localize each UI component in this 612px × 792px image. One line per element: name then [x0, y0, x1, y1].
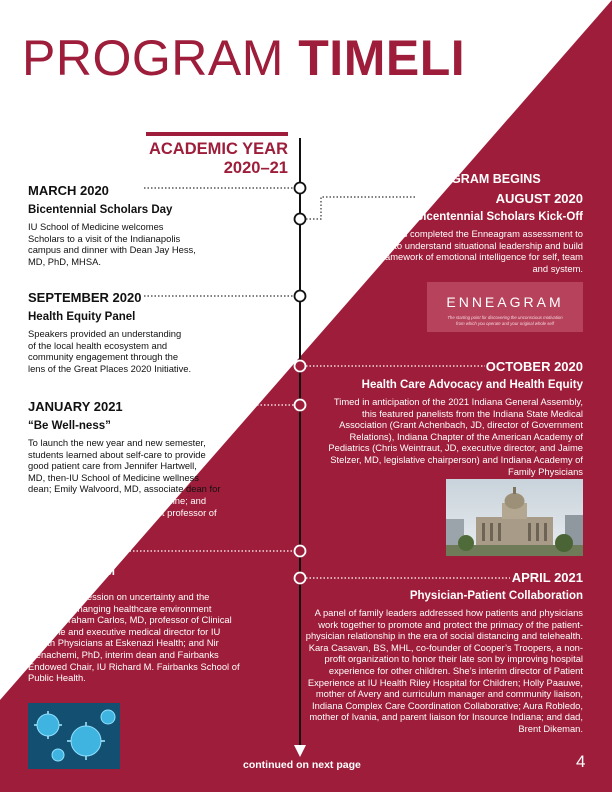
entry-date: JANUARY 2021 [28, 399, 123, 414]
desc-line: Scholars to a visit of the Indianapolis [28, 232, 181, 244]
desc-line: mother of Ivania, and parent liaison for Insource Indiana; and dad, [309, 711, 583, 723]
desc-line: MD, PhD, MHSA. [28, 255, 101, 267]
entry-date: OCTOBER 2020 [485, 359, 583, 374]
entry-date: APRIL 2021 [511, 570, 583, 585]
entry-october-2020 [320, 359, 583, 477]
academic-year-years: 2020–21 [223, 159, 288, 177]
academic-year-heading [146, 132, 288, 178]
desc-line: A leadership session on uncertainty and the [28, 591, 210, 602]
entry-date: MARCH 2020 [28, 183, 109, 198]
timeline-node [295, 214, 306, 225]
desc-line: community engagement through the [28, 351, 179, 363]
timeline-node [295, 400, 306, 411]
desc-line: Clinical Psychiatry. [28, 518, 106, 530]
desc-line: Experience at IU Health Riley Hospital for Children; Holly Paauwe, [307, 676, 583, 688]
tagline-line: from which you operate and your original whole self [456, 320, 554, 326]
tagline-line: The starting point for discovering the unconscious motivation [447, 315, 563, 320]
entry-march-2021 [28, 545, 288, 684]
virus-illustration [28, 703, 120, 769]
title-light: PROGRAM [22, 30, 284, 86]
entry-date: SEPTEMBER 2020 [28, 290, 142, 305]
enneagram-word: ENNEAGRAM [446, 294, 564, 310]
desc-line: with W. Graham Carlos, MD, professor of Clinical [28, 614, 232, 626]
page-number: 4 [576, 752, 586, 771]
desc-line: mother of Avery and curriculum manager and community liaison, [315, 688, 583, 700]
enneagram-tagline [427, 315, 583, 326]
title-bold [298, 30, 535, 86]
entry-title: Bicentennial Scholars Day [28, 204, 173, 216]
desc-line: Health Physicians at Eskenazi Health; and Nir [28, 637, 219, 649]
desc-line: good patient care from Jennifer Hartwell, [28, 460, 197, 472]
entry-january-2021 [28, 399, 258, 530]
entry-title: Health Care Advocacy and Health Equity [361, 379, 583, 391]
desc-line: Indiana Complex Care Coordination Collaborative; Aura Robledo, [312, 699, 583, 711]
desc-line: profit organization to honor their late son by improving hospital [324, 653, 583, 665]
entry-description [28, 437, 258, 530]
desc-line: this featured panelists from the Indiana State Medical [362, 407, 583, 419]
desc-line: of the local health ecosystem and [28, 339, 168, 351]
entry-title: Physician-Patient Collaboration [409, 590, 583, 602]
entry-march-2020 [28, 183, 228, 267]
desc-line: campus and dinner with Dean Jay Hess, [28, 244, 196, 256]
desc-line: A panel of family leaders addressed how patients and physicians [314, 607, 583, 618]
desc-line: Brent Dikeman. [518, 722, 583, 734]
program-begins-label: PROGRAM BEGINS [424, 172, 541, 186]
enneagram-logo [427, 282, 583, 332]
desc-line: Student Affairs, IU School of Medicine; and [28, 494, 207, 506]
desc-line: Endowed Chair, IU Richard M. Fairbanks School of [28, 660, 240, 672]
desc-line: work together to promote and protect the primacy of the patient- [318, 618, 583, 630]
statehouse-illustration [446, 479, 583, 556]
desc-line: Relations), Indiana Chapter of the American Academy of [349, 430, 583, 442]
timeline-node [295, 291, 306, 302]
page-title [22, 30, 536, 86]
desc-line: experience for other children. She’s interim director of Patient [328, 664, 583, 676]
entry-description [28, 328, 248, 374]
entry-title: Bicentennial Scholars Kick-Off [414, 211, 583, 223]
entry-april-2021 [300, 570, 583, 735]
desc-line: students learned about self-care to provide [28, 448, 206, 460]
entry-description [320, 396, 583, 477]
desc-line: MD, then-IU School of Medicine wellness [28, 471, 199, 483]
entry-september-2020 [28, 290, 248, 374]
academic-year-label: ACADEMIC YEAR [148, 140, 288, 158]
entry-date: AUGUST 2020 [495, 191, 583, 206]
timeline-node [295, 361, 306, 372]
desc-line: physician relationship in the era of social distancing and telehealth. [305, 630, 583, 642]
desc-line: Kristen Schroeder, MD, assistant professor of [28, 506, 217, 518]
desc-line: IU School of Medicine welcomes [28, 221, 164, 232]
title-bold-part: TIMELI [298, 30, 466, 86]
entry-description [28, 591, 288, 684]
desc-line: Speakers provided an understanding [28, 328, 182, 339]
virus-image [28, 703, 120, 769]
desc-line: constantly changing healthcare environment [28, 602, 212, 614]
desc-line: Medicine and executive medical director for IU [28, 625, 221, 637]
timeline-node [295, 183, 306, 194]
entry-description [28, 221, 228, 267]
desc-line: Kara Casavan, BS, MHL, co-founder of Cooper’s Troopers, a non- [308, 641, 583, 653]
desc-line: Timed in anticipation of the 2021 Indiana General Assembly, [333, 396, 583, 407]
desc-line: begin to understand situational leadership and build [368, 239, 583, 251]
entry-date: MARCH 2021 [28, 545, 109, 560]
entry-description [340, 228, 583, 274]
entry-title: “Be Well-ness” [28, 420, 111, 432]
desc-line: Family Physicians [507, 465, 583, 477]
continued-note: continued on next page [243, 759, 361, 771]
desc-line: Stelzer, MD, legislative chairperson) and Indiana Academy of [330, 453, 583, 465]
desc-line: a framework of emotional intelligence for self, team [371, 251, 583, 263]
desc-line: Public Health. [28, 672, 86, 684]
desc-line: dean; Emily Walvoord, MD, associate dean for [28, 483, 221, 495]
desc-line: and system. [532, 262, 583, 274]
entry-description [300, 607, 583, 735]
statehouse-photo [446, 479, 583, 556]
desc-line: Association (Grant Achenbach, JD, director of Government [339, 419, 583, 431]
entry-august-2020 [340, 191, 583, 274]
title-bold-part: NE [465, 30, 536, 86]
entry-title: COVID-19 Panel [28, 566, 115, 578]
timeline-node [295, 546, 306, 557]
desc-line: lens of the Great Places 2020 Initiative. [28, 362, 192, 374]
desc-line: To launch the new year and new semester, [28, 437, 206, 448]
desc-line: Menachemi, PhD, interim dean and Fairbanks [28, 648, 219, 660]
desc-line: Scholars completed the Enneagram assessment to [370, 228, 583, 239]
desc-line: Pediatrics (Chris Weintraut, JD, executive director, and Jaime [328, 442, 583, 454]
entry-title: Health Equity Panel [28, 311, 136, 323]
